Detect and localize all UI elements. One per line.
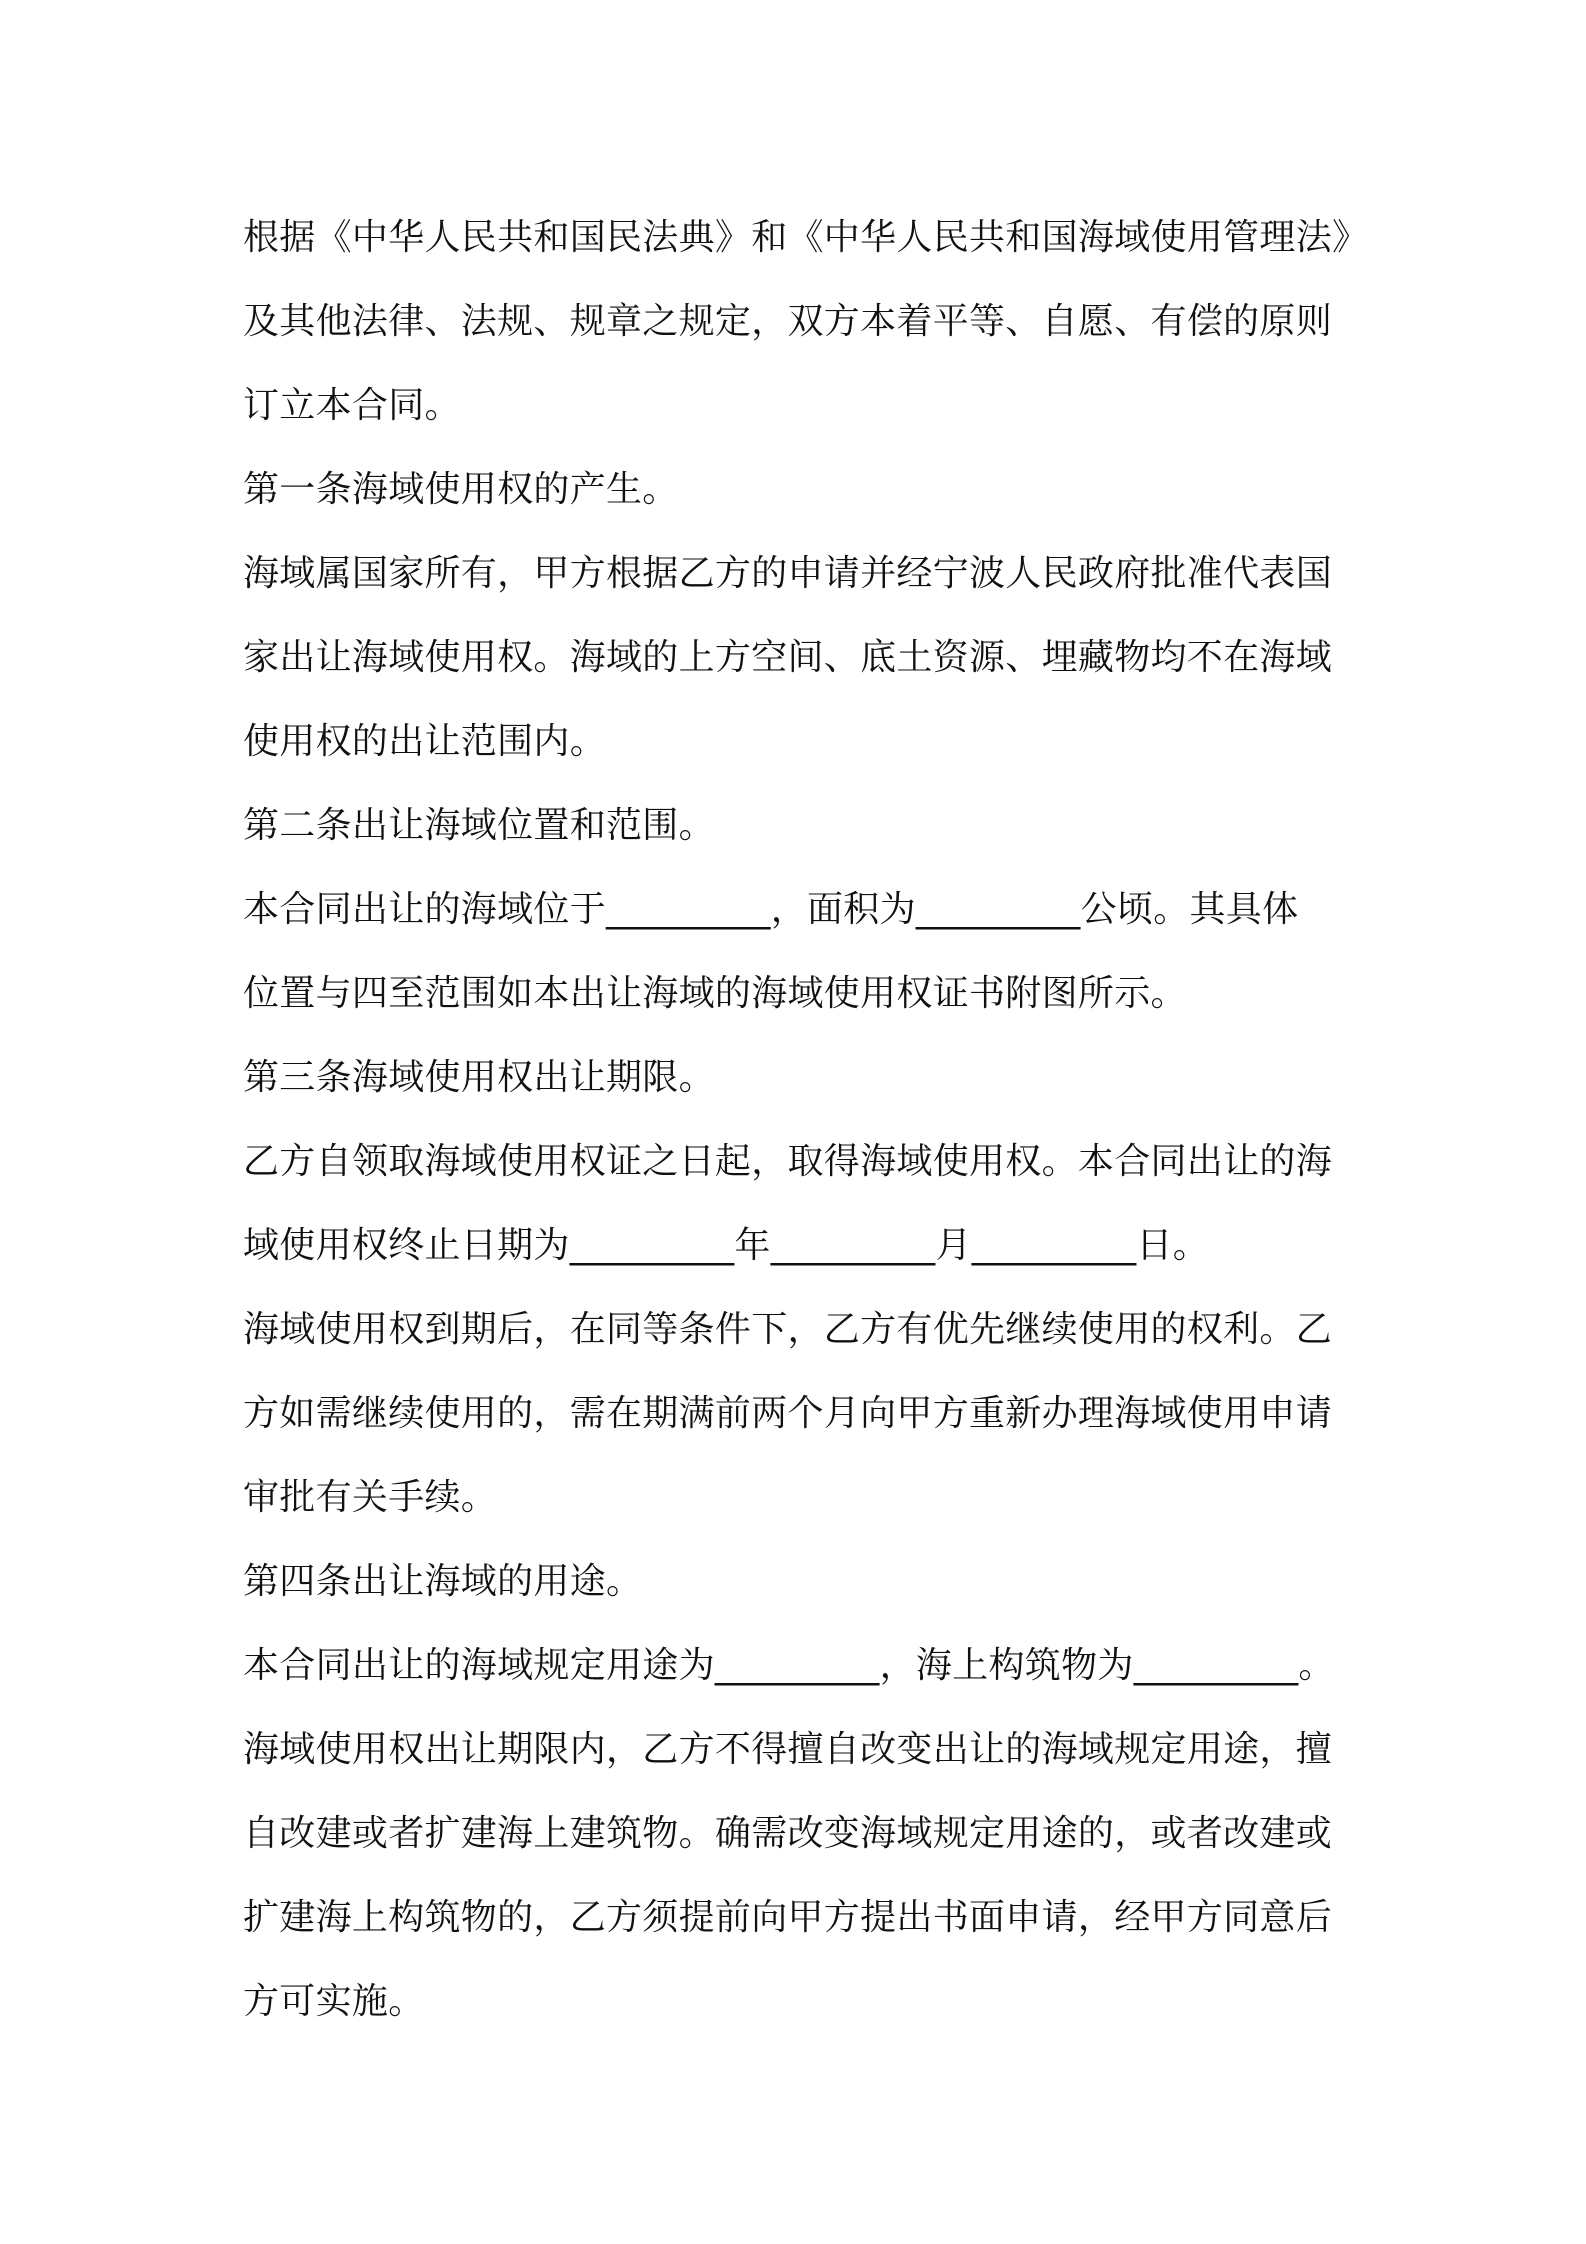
text-line: 根据《中华人民共和国民法典》和《中华人民共和国海域使用管理法》 <box>243 217 1369 258</box>
text-line: 订立本合同。 <box>243 385 461 426</box>
text-line: 方可实施。 <box>243 1981 425 2022</box>
article-3-heading: 第三条海域使用权出让期限。 <box>243 1057 715 1098</box>
text-line: 海域属国家所有，甲方根据乙方的申请并经宁波人民政府批准代表国 <box>243 553 1333 594</box>
text-line: 使用权的出让范围内。 <box>243 721 607 762</box>
article-2-heading: 第二条出让海域位置和范围。 <box>243 805 715 846</box>
article-4-heading: 第四条出让海域的用途。 <box>243 1561 643 1602</box>
document-body <box>243 196 1369 2044</box>
text-line: 及其他法律、法规、规章之规定，双方本着平等、自愿、有偿的原则 <box>243 301 1333 342</box>
text-line: 本合同出让的海域位于_________，面积为_________公顷。其具体 <box>243 889 1299 930</box>
text-line: 海域使用权到期后，在同等条件下，乙方有优先继续使用的权利。乙 <box>243 1309 1333 1350</box>
text-line: 扩建海上构筑物的，乙方须提前向甲方提出书面申请，经甲方同意后 <box>243 1897 1333 1938</box>
text-line: 域使用权终止日期为_________年_________月_________日。 <box>243 1225 1209 1266</box>
text-line: 方如需继续使用的，需在期满前两个月向甲方重新办理海域使用申请 <box>243 1393 1333 1434</box>
text-line: 本合同出让的海域规定用途为_________，海上构筑物为_________。 <box>243 1645 1335 1686</box>
text-line: 海域使用权出让期限内，乙方不得擅自改变出让的海域规定用途，擅 <box>243 1729 1333 1770</box>
text-line: 审批有关手续。 <box>243 1477 498 1518</box>
text-line: 自改建或者扩建海上建筑物。确需改变海域规定用途的，或者改建或 <box>243 1813 1333 1854</box>
text-line: 位置与四至范围如本出让海域的海域使用权证书附图所示。 <box>243 973 1187 1014</box>
article-1-heading: 第一条海域使用权的产生。 <box>243 469 679 510</box>
text-line: 家出让海域使用权。海域的上方空间、底土资源、埋藏物均不在海域 <box>243 637 1333 678</box>
text-line: 乙方自领取海域使用权证之日起，取得海域使用权。本合同出让的海 <box>243 1141 1333 1182</box>
